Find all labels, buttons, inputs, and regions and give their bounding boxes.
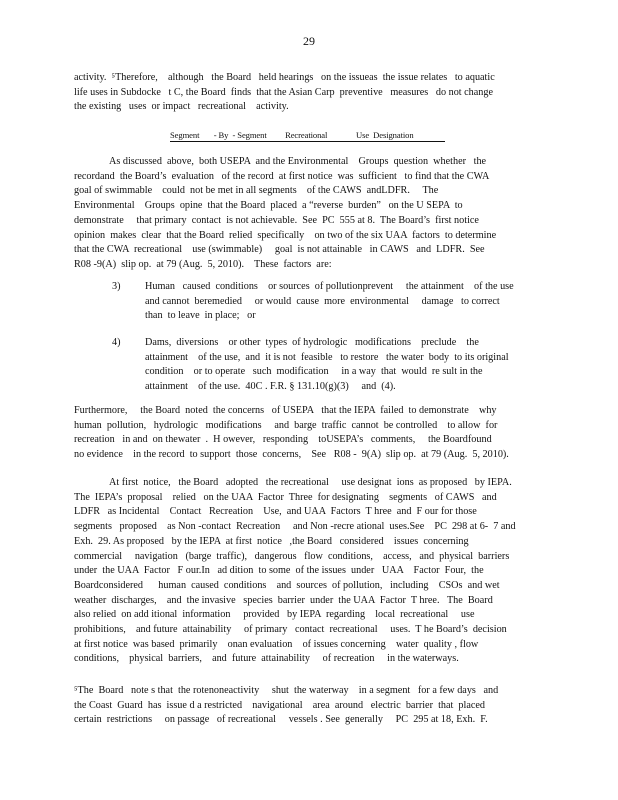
text-line: the Coast Guard has issue d a restricted navigational area around electric barrier that placed <box>74 699 486 711</box>
text-line: also relied on add itional information provided by IEPA regarding local recreational use <box>74 609 475 621</box>
text-line: Boardconsidered human caused conditions and sources of pollution, including CSOs and wet <box>74 579 500 591</box>
text-line: segments proposed as Non -contact Recreation and Non -recre ational uses.See PC 298 at 6- 7 and <box>74 521 516 533</box>
text-line: attainment of the use, and it is not feasible to restore the water body to its original <box>145 351 509 363</box>
text-line: activity. ⁵Therefore, although the Board held hearings on the issueas the issue relates to aquatic <box>74 72 495 83</box>
text-line: As discussed above, both USEPA and the Environmental Groups question whether the <box>109 156 487 167</box>
text-line: R08 -9(A) slip op. at 79 (Aug. 5, 2010). These factors are: <box>74 258 332 270</box>
text-line: the existing uses or impact recreational activity. <box>74 101 289 113</box>
footnote <box>74 684 536 728</box>
text-line: weather discharges, and the invasive species barrier under the UAA Factor T hree. The Board <box>74 594 493 606</box>
text-line: opinion makes clear that the Board relied specifically on two of the six UAA factors to determine <box>74 229 497 241</box>
text-line: goal of swimmable could not be met in all segments of the CAWS andLDFR. The <box>74 185 439 197</box>
paragraph-furthermore <box>74 404 536 463</box>
page-number: 29 <box>303 34 315 48</box>
text-line: Environmental Groups opine that the Board placed a “reverse burden” on the U SEPA to <box>74 200 463 212</box>
text-line: Human caused conditions or sources of pollutionprevent the attainment of the use <box>145 281 514 292</box>
text-line: recreation in and on thewater . H owever, responding toUSEPA’s comments, the Boardfound <box>74 434 492 446</box>
text-line: attainment of the use. 40C . F.R. § 131.10(g)(3) and (4). <box>145 381 396 393</box>
section-heading: Segment - By - Segment Recreational Use Designation <box>170 129 445 142</box>
text-line: than to leave in place; or <box>145 310 256 322</box>
text-line: certain restrictions on passage of recreational vessels . See generally PC 295 at 18, Exh. F. <box>74 714 488 726</box>
text-line: and cannot beremedied or would cause more environmental damage to correct <box>145 295 500 307</box>
text-line: under the UAA Factor F our.In ad dition to some of the issues under UAA Factor Four, the <box>74 565 484 577</box>
paragraph-discussed <box>74 155 536 273</box>
text-line: at first notice was based primarily onan evaluation of issues concerning water quality , flow <box>74 638 479 650</box>
text-line: recordand the Board’s evaluation of the record at first notice was sufficient to find that the CWA <box>74 170 490 182</box>
text-line: no evidence in the record to support those concerns, See R08 - 9(A) slip op. at 79 (Aug. 5, 2010). <box>74 449 509 461</box>
text-line: condition or to operate such modification in a way that would re sult in the <box>145 366 483 378</box>
text-line: Exh. 29. As proposed by the IEPA at first notice ,the Board considered issues concerning <box>74 535 469 547</box>
text-line: ⁵The Board note s that the rotenoneactivity shut the waterway in a segment for a few days and <box>74 685 499 696</box>
text-line: prohibitions, and future attainability of primary contact recreational uses. T he Board’s decision <box>74 624 507 636</box>
list-number: 4) <box>112 337 121 348</box>
text-line: life uses in Subdocke t C, the Board finds that the Asian Carp preventive measures do not change <box>74 86 494 98</box>
list-text <box>145 336 536 395</box>
list-number: 3) <box>112 281 121 292</box>
text-line: LDFR as Incidental Contact Recreation Use, and UAA Factors T hree and F our for those <box>74 506 477 518</box>
text-line: that the CWA recreational use (swimmable) goal is not attainable in CAWS and LDFR. See <box>74 244 485 256</box>
text-line: Furthermore, the Board noted the concerns of USEPA that the IEPA failed to demonstrate why <box>74 405 497 416</box>
text-line: At first notice, the Board adopted the recreational use designat ions as proposed by IEPA. <box>109 477 512 488</box>
text-line: The IEPA’s proposal relied on the UAA Factor Three for designating segments of CAWS and <box>74 491 497 503</box>
list-text <box>145 280 536 324</box>
text-line: Dams, diversions or other types of hydrologic modifications preclude the <box>145 337 479 348</box>
paragraph-first-notice <box>74 476 536 667</box>
text-line: conditions, physical barriers, and future attainability of recreation in the waterways. <box>74 653 459 665</box>
paragraph-top <box>74 71 536 115</box>
text-line: human pollution, hydrologic modifications and barge traffic cannot be controlled to allow for <box>74 419 498 431</box>
text-line: demonstrate that primary contact is not achievable. See PC 555 at 8. The Board’s first notice <box>74 214 479 226</box>
text-line: commercial navigation (barge traffic), dangerous flow conditions, access, and physical barriers <box>74 550 510 562</box>
